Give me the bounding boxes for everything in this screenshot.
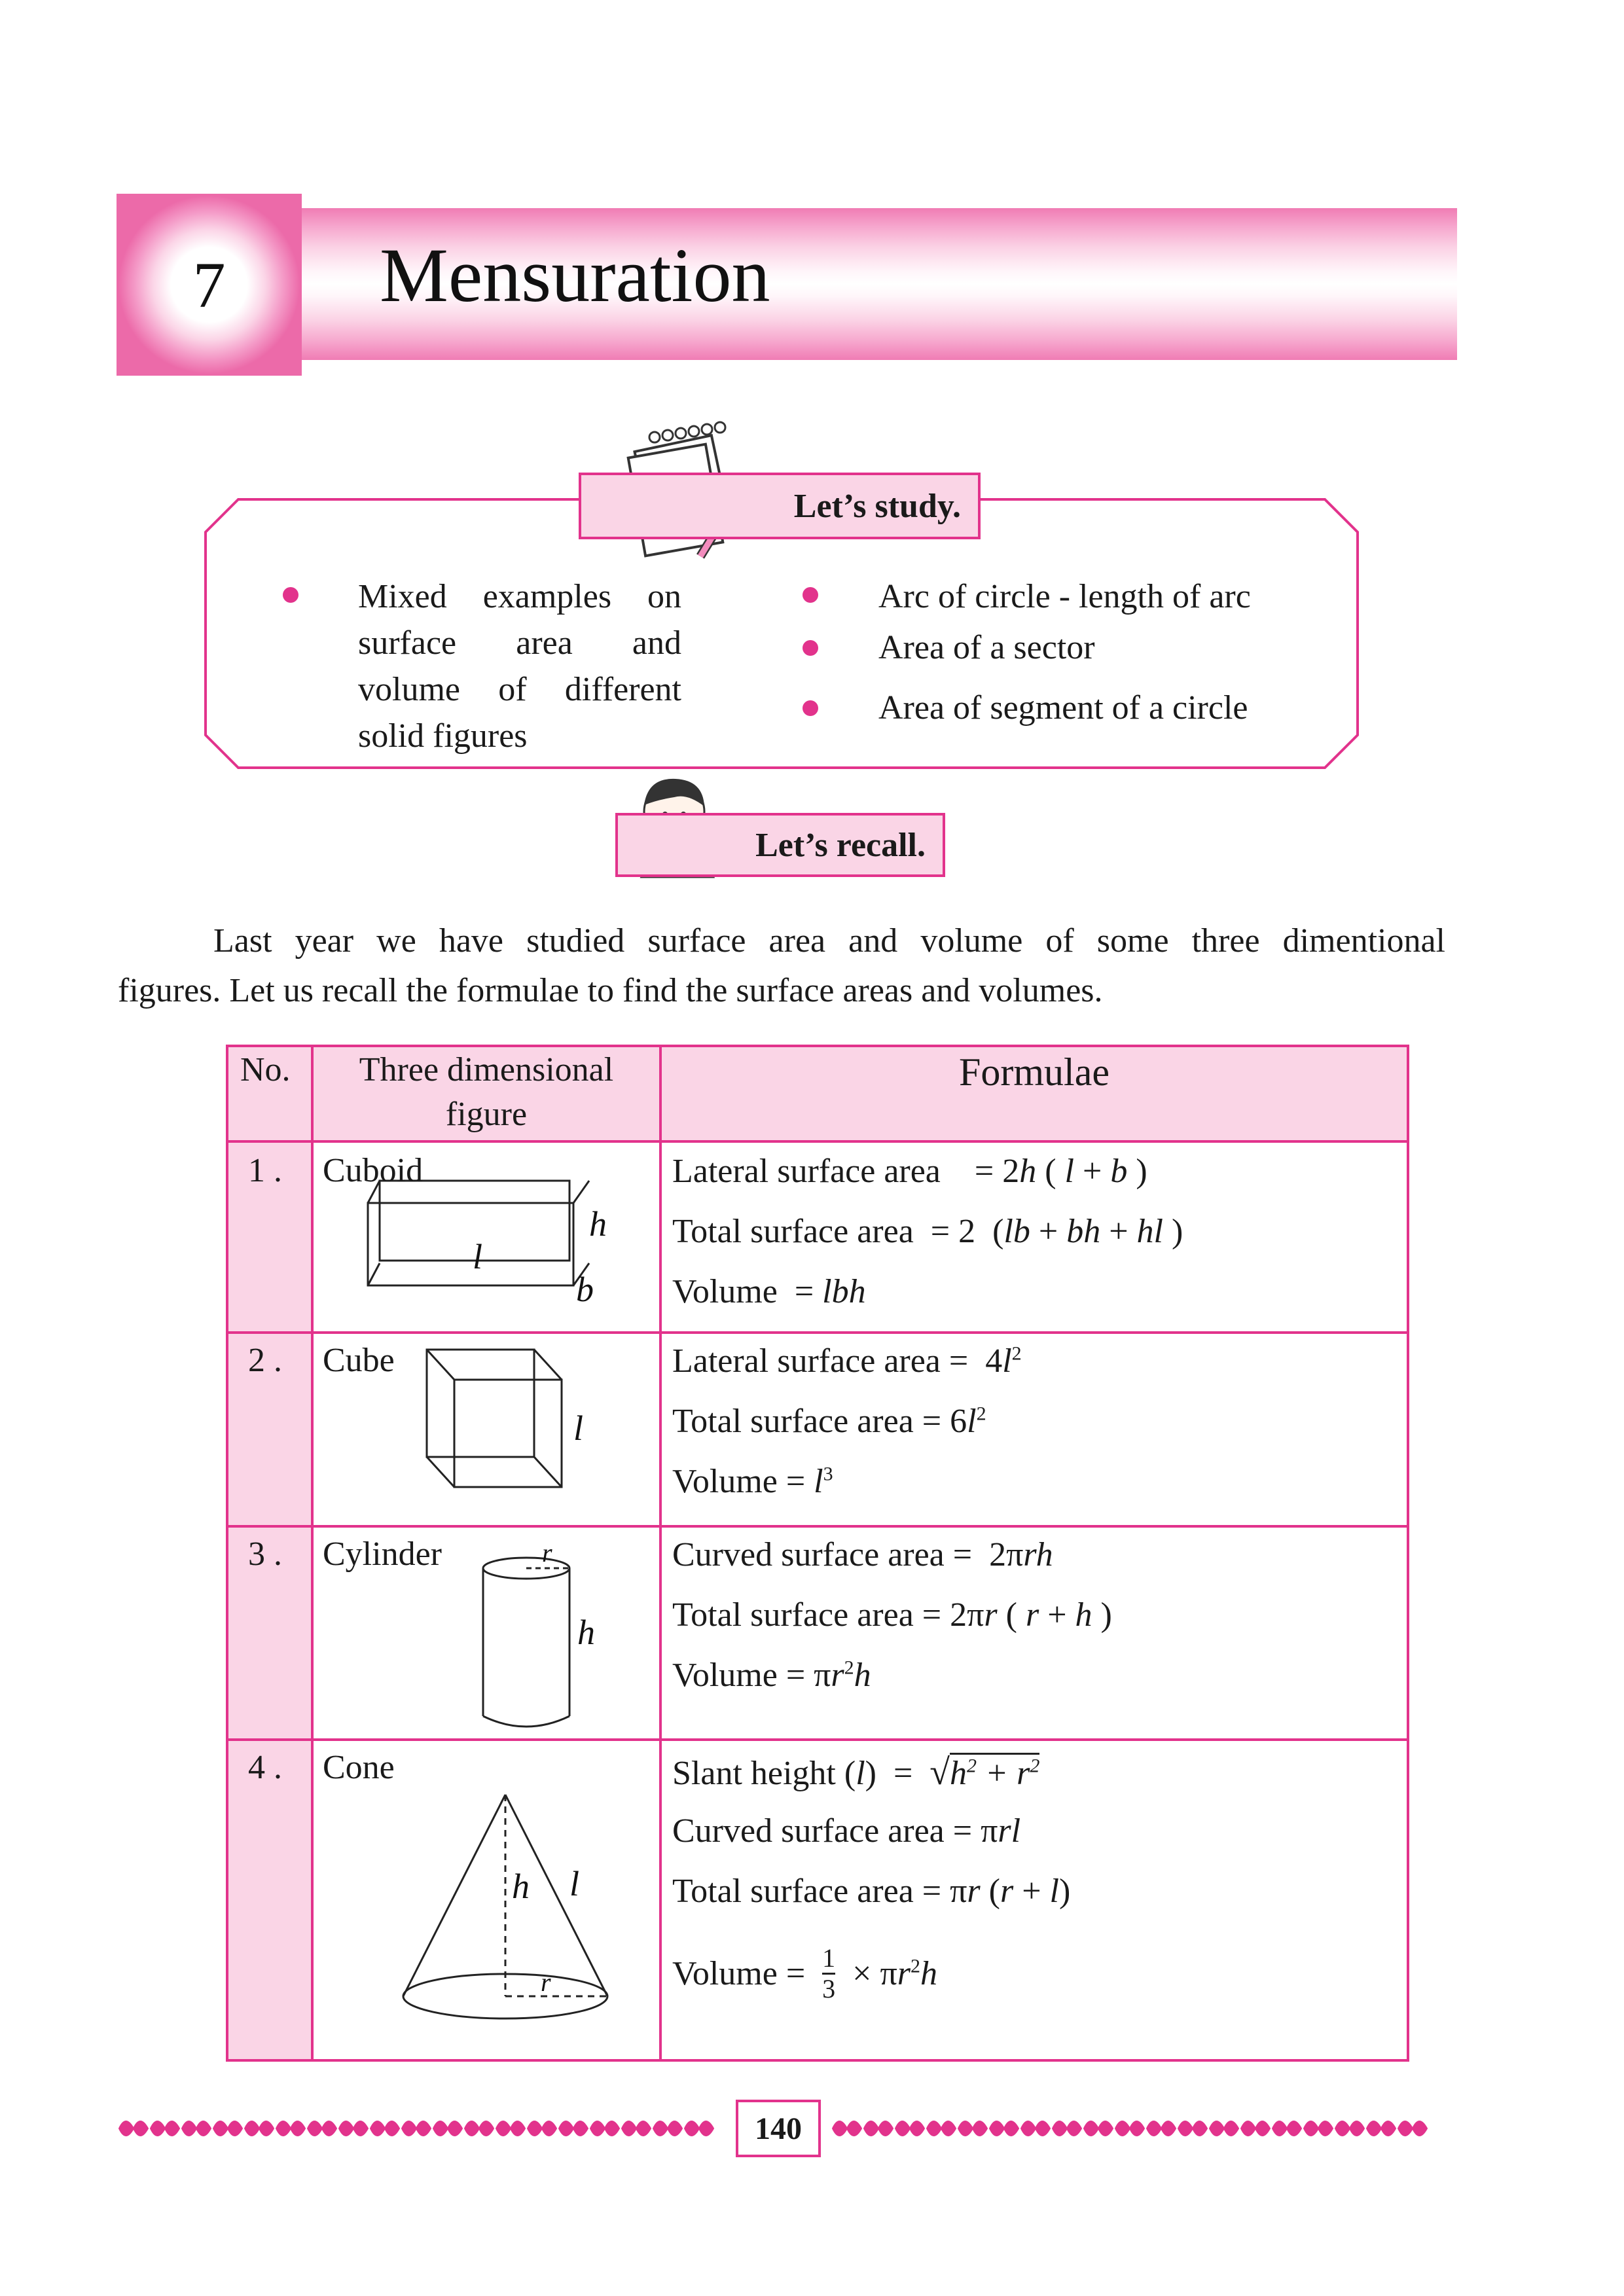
ornament-motif bbox=[402, 2121, 431, 2136]
ornament-motif bbox=[465, 2121, 494, 2136]
study-topic-sector: Area of a sector bbox=[878, 629, 1095, 666]
header-figure-line2: figure bbox=[445, 1096, 528, 1133]
header-figure-line1: Three dimensional bbox=[359, 1051, 614, 1088]
chapter-number: 7 bbox=[192, 248, 226, 321]
ornament-motif bbox=[119, 2121, 148, 2136]
ornament-motif bbox=[433, 2121, 462, 2136]
figure-name-cuboid: Cuboid bbox=[323, 1152, 424, 1189]
ornament-motif bbox=[685, 2121, 713, 2136]
cuboid-label-h: h bbox=[589, 1204, 607, 1244]
intro-paragraph bbox=[118, 916, 1445, 1016]
cylinder-csa: Curved surface area = 2πrh bbox=[672, 1536, 1053, 1573]
bullet bbox=[803, 587, 818, 603]
cube-lsa: Lateral surface area = $4l^2$ bbox=[672, 1342, 1022, 1380]
page-number: 140 bbox=[736, 2100, 821, 2157]
ornament-motif bbox=[990, 2121, 1019, 2136]
ornament-motif bbox=[528, 2121, 556, 2136]
ornament-motif bbox=[1021, 2121, 1050, 2136]
cuboid-lsa: Lateral surface area = 2h ( l + b ) bbox=[672, 1153, 1147, 1190]
study-topic-left-line4: solid figures bbox=[358, 717, 528, 755]
study-topic-arc: Arc of circle - length of arc bbox=[878, 578, 1251, 615]
ornament-motif bbox=[339, 2121, 368, 2136]
row-number: 2 . bbox=[248, 1342, 282, 1379]
cylinder-volume: Volume = $\pi r^2h$ bbox=[672, 1657, 871, 1694]
cylinder-tsa: Total surface area = 2πr ( r + h ) bbox=[672, 1596, 1112, 1634]
ornament-motif bbox=[559, 2121, 588, 2136]
intro-line2: figures. Let us recall the formulae to find the surface areas and volumes. bbox=[118, 972, 1103, 1009]
footer-ornament-right bbox=[833, 2121, 1427, 2136]
formulae-table bbox=[226, 1045, 1409, 2062]
lets-recall-label: Let’s recall. bbox=[615, 813, 945, 877]
ornament-motif bbox=[213, 2121, 242, 2136]
cuboid-label-b: b bbox=[576, 1270, 594, 1309]
chapter-title: Mensuration bbox=[380, 232, 770, 318]
cone-slant-height: Slant height $(l) = √h^2 + r^2$ bbox=[672, 1752, 1040, 1793]
row-number: 1 . bbox=[248, 1152, 282, 1189]
ornament-motif bbox=[958, 2121, 987, 2136]
ornament-motif bbox=[308, 2121, 336, 2136]
footer-ornament-left bbox=[119, 2121, 713, 2136]
ornament-motif bbox=[1272, 2121, 1301, 2136]
ornament-motif bbox=[1398, 2121, 1427, 2136]
ornament-motif bbox=[895, 2121, 924, 2136]
bullet bbox=[803, 640, 818, 656]
lets-study-label: Let’s study. bbox=[579, 473, 981, 539]
figure-name-cone: Cone bbox=[323, 1749, 395, 1786]
study-topic-left-line2: surface area and bbox=[358, 624, 681, 662]
cone-csa: Curved surface area = πrl bbox=[672, 1812, 1021, 1850]
header-formulae: Formulae bbox=[959, 1050, 1110, 1094]
ornament-motif bbox=[1335, 2121, 1364, 2136]
ornament-motif bbox=[653, 2121, 682, 2136]
ornament-motif bbox=[622, 2121, 651, 2136]
ornament-motif bbox=[833, 2121, 861, 2136]
cube-tsa: Total surface area = $6l^2$ bbox=[672, 1403, 986, 1440]
study-topic-segment: Area of segment of a circle bbox=[878, 689, 1248, 726]
ornament-motif bbox=[1304, 2121, 1333, 2136]
table-number-column-bg bbox=[228, 1140, 311, 2059]
cube-volume: Volume = $l^3$ bbox=[672, 1463, 833, 1500]
ornament-motif bbox=[927, 2121, 956, 2136]
ornament-motif bbox=[1210, 2121, 1238, 2136]
cone-volume: Volume = $\frac{1}{3}$ × $\pi r^2h$ bbox=[672, 1943, 937, 2003]
header-no: No. bbox=[240, 1051, 291, 1088]
cylinder-label-r: r bbox=[542, 1538, 552, 1568]
row-number: 4 . bbox=[248, 1749, 282, 1786]
cube-label-l: l bbox=[573, 1408, 584, 1448]
cone-label-h: h bbox=[512, 1867, 530, 1906]
ornament-motif bbox=[370, 2121, 399, 2136]
cone-label-l: l bbox=[569, 1864, 580, 1903]
figure-name-cube: Cube bbox=[323, 1342, 395, 1379]
ornament-motif bbox=[590, 2121, 619, 2136]
ornament-motif bbox=[1147, 2121, 1176, 2136]
ornament-motif bbox=[151, 2121, 179, 2136]
row-number: 3 . bbox=[248, 1535, 282, 1573]
figure-name-cylinder: Cylinder bbox=[323, 1535, 442, 1573]
ornament-motif bbox=[864, 2121, 893, 2136]
ornament-motif bbox=[245, 2121, 274, 2136]
ornament-motif bbox=[1115, 2121, 1144, 2136]
ornament-motif bbox=[496, 2121, 525, 2136]
ornament-motif bbox=[182, 2121, 211, 2136]
bullet bbox=[283, 587, 298, 603]
cuboid-tsa: Total surface area = 2 (lb + bh + hl ) bbox=[672, 1213, 1183, 1250]
ornament-motif bbox=[1241, 2121, 1270, 2136]
cone-tsa: Total surface area = πr (r + l) bbox=[672, 1873, 1071, 1910]
study-topic-left bbox=[358, 573, 681, 759]
cuboid-volume: Volume = lbh bbox=[672, 1273, 866, 1310]
ornament-motif bbox=[1178, 2121, 1207, 2136]
study-topic-left-line3: volume of different bbox=[358, 671, 681, 708]
bullet bbox=[803, 700, 818, 716]
study-topic-left-line1: Mixed examples on bbox=[358, 578, 681, 615]
ornament-motif bbox=[1053, 2121, 1081, 2136]
ornament-motif bbox=[276, 2121, 305, 2136]
cuboid-label-l: l bbox=[473, 1237, 483, 1276]
cone-label-r: r bbox=[541, 1967, 551, 1997]
ornament-motif bbox=[1367, 2121, 1396, 2136]
cylinder-label-h: h bbox=[577, 1613, 595, 1652]
intro-line1: Last year we have studied surface area and volume of some three dimentional bbox=[213, 922, 1445, 960]
ornament-motif bbox=[1084, 2121, 1113, 2136]
